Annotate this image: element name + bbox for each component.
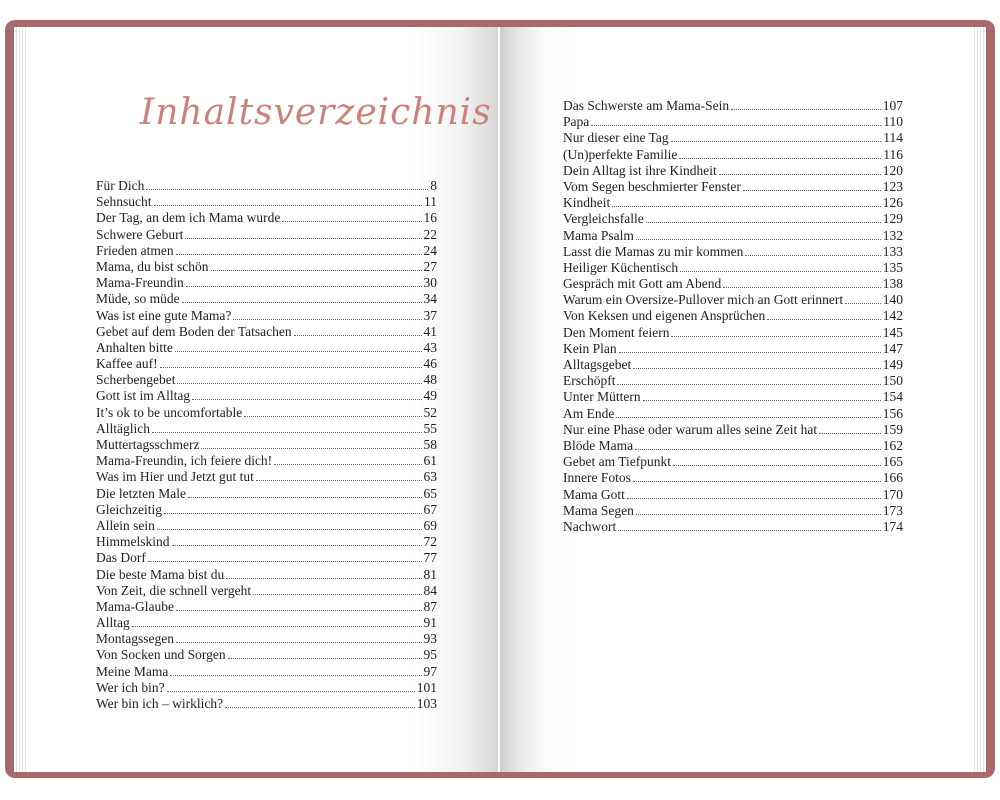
toc-entry-title: Anhalten bitte [96,339,173,355]
toc-entry-page-number: 87 [423,598,437,614]
left-page-edges [14,27,28,772]
toc-entry [96,421,437,437]
toc-entry [96,696,437,712]
toc-right-column [563,98,903,535]
toc-entry-page-number: 140 [882,292,903,308]
toc-dot-leader [176,631,422,643]
toc-dot-leader [274,453,421,465]
toc-entry-title: Wer ich bin? [96,679,165,695]
toc-entry-title: Von Keksen und eigenen Ansprüchen [563,308,766,324]
toc-entry-title: Was im Hier und Jetzt gut tut [96,469,254,485]
toc-entry-title: Frieden atmen [96,242,174,258]
toc-entry [563,114,903,130]
toc-entry-title: Unter Müttern [563,389,641,405]
toc-entry-page-number: 145 [882,324,903,340]
toc-entry [96,664,437,680]
toc-dot-leader [160,356,422,368]
toc-entry-page-number: 116 [883,146,903,162]
toc-entry [563,454,903,470]
toc-entry-title: Himmelskind [96,534,170,550]
toc-entry-page-number: 95 [423,647,437,663]
toc-entry-title: Meine Mama [96,663,169,679]
toc-entry-title: Warum ein Oversize-Pullover mich an Gott erinnert [563,292,844,308]
toc-entry-title: Gespräch mit Gott am Abend [563,276,722,292]
toc-entry-page-number: 156 [882,405,903,421]
toc-entry [96,680,437,696]
toc-dot-leader [256,469,422,481]
toc-entry [563,308,903,324]
toc-entry-title: Schwere Geburt [96,226,184,242]
toc-entry [563,438,903,454]
toc-entry [563,422,903,438]
toc-dot-leader [192,388,421,400]
toc-entry-title: Für Dich [96,178,145,193]
toc-entry-title: Müde, so müde [96,291,180,307]
toc-entry-page-number: 46 [423,356,437,372]
toc-entry-title: Nur dieser eine Tag [563,130,669,146]
toc-dot-leader [636,503,881,515]
toc-entry [96,534,437,550]
toc-dot-leader [679,147,881,159]
toc-entry-page-number: 150 [882,373,903,389]
toc-entry-title: Von Zeit, die schnell vergeht [96,582,252,598]
toc-entry-page-number: 41 [423,323,437,339]
toc-dot-leader [282,210,421,222]
toc-entry [563,260,903,276]
toc-dot-leader [172,534,422,546]
toc-entry [563,276,903,292]
toc-dot-leader [612,195,881,207]
toc-entry-page-number: 107 [882,98,903,113]
toc-entry-title: Wer bin ich – wirklich? [96,696,224,711]
toc-entry-page-number: 61 [423,453,437,469]
toc-entry-title: Papa [563,114,590,130]
toc-entry-page-number: 123 [882,178,903,194]
toc-entry-page-number: 138 [882,276,903,292]
toc-entry-title: Mama Segen [563,502,634,518]
toc-entry [96,647,437,663]
toc-dot-leader [170,664,421,676]
toc-entry-title: Allein sein [96,517,155,533]
toc-dot-leader [591,114,881,126]
toc-entry-page-number: 77 [423,550,437,566]
toc-entry [96,583,437,599]
toc-entry-title: Scherbengebet [96,372,176,388]
toc-entry-title: Mama-Freundin, ich feiere dich! [96,453,273,469]
toc-entry [96,469,437,485]
toc-entry [563,163,903,179]
toc-entry [96,210,437,226]
toc-entry-page-number: 27 [423,258,437,274]
toc-entry-title: Die letzten Male [96,485,186,501]
toc-dot-leader [618,519,881,531]
toc-entry-title: Alltäglich [96,420,150,436]
toc-left-column [96,178,437,712]
toc-dot-leader [680,260,881,272]
toc-entry-title: Kaffee auf! [96,356,158,372]
toc-entry-page-number: 126 [882,195,903,211]
toc-entry [563,211,903,227]
toc-entry-title: Mama-Freundin [96,275,184,291]
toc-dot-leader [767,308,881,320]
toc-entry [96,259,437,275]
toc-dot-leader [177,372,421,384]
toc-entry-title: Vom Segen beschmierter Fenster [563,178,741,194]
toc-dot-leader [233,308,421,320]
toc-dot-leader [154,194,423,206]
toc-entry-page-number: 55 [423,420,437,436]
toc-dot-leader [226,567,421,579]
toc-entry-page-number: 48 [423,372,437,388]
toc-entry-page-number: 165 [882,454,903,470]
toc-entry-page-number: 120 [882,162,903,178]
toc-entry [96,631,437,647]
toc-entry [96,194,437,210]
toc-entry-title: Das Dorf [96,550,146,566]
toc-entry [96,550,437,566]
toc-entry-page-number: 81 [423,566,437,582]
toc-entry-page-number: 34 [423,291,437,307]
toc-entry [96,388,437,404]
toc-entry-page-number: 37 [423,307,437,323]
toc-entry [96,437,437,453]
toc-dot-leader [723,276,881,288]
toc-dot-leader [619,341,881,353]
toc-entry-title: Was ist eine gute Mama? [96,307,232,323]
toc-entry-title: Gleichzeitig [96,501,162,517]
toc-dot-leader [167,680,415,692]
toc-entry [96,340,437,356]
toc-entry [96,518,437,534]
toc-dot-leader [643,389,881,401]
toc-entry [563,228,903,244]
toc-entry [563,179,903,195]
toc-dot-leader [731,98,881,110]
toc-entry [96,291,437,307]
toc-dot-leader [617,373,880,385]
toc-entry-page-number: 43 [423,339,437,355]
toc-entry-page-number: 91 [423,615,437,631]
toc-entry [563,470,903,486]
toc-entry [563,244,903,260]
toc-entry-title: Nachwort [563,518,617,534]
toc-entry-page-number: 114 [883,130,903,146]
toc-entry-page-number: 65 [423,485,437,501]
toc-entry-title: (Un)perfekte Familie [563,146,678,162]
toc-dot-leader [253,583,421,595]
toc-dot-leader [673,454,881,466]
toc-entry-page-number: 69 [423,517,437,533]
toc-entry-title: Mama Gott [563,486,625,502]
toc-entry-page-number: 97 [423,663,437,679]
toc-dot-leader [671,130,882,142]
toc-dot-leader [225,696,415,708]
toc-entry [563,519,903,535]
toc-entry-title: Am Ende [563,405,615,421]
toc-entry-title: Alltagsgebet [563,357,632,372]
toc-entry-page-number: 135 [882,259,903,275]
toc-dot-leader [152,421,422,433]
toc-entry-page-number: 159 [882,421,903,437]
toc-entry [96,178,437,194]
toc-entry [96,356,437,372]
toc-entry-title: Muttertagsschmerz [96,437,200,452]
toc-entry-title: Gott ist im Alltag [96,388,191,404]
toc-entry-title: Mama, du bist schön [96,258,209,274]
toc-entry-page-number: 166 [882,470,903,486]
page-title: Inhaltsverzeichnis [140,92,492,133]
toc-entry-title: Erschöpft [563,373,616,389]
toc-entry-page-number: 147 [882,340,903,356]
toc-entry [96,372,437,388]
toc-entry-page-number: 142 [882,308,903,324]
toc-dot-leader [148,550,422,562]
toc-entry-title: Gebet am Tiefpunkt [563,454,671,470]
toc-entry-page-number: 8 [430,178,437,193]
toc-entry-title: Das Schwerste am Mama-Sein [563,98,730,113]
toc-entry [96,275,437,291]
toc-entry-page-number: 11 [424,194,437,210]
toc-dot-leader [201,437,421,449]
toc-entry [563,130,903,146]
toc-dot-leader [616,406,880,418]
toc-entry [563,98,903,114]
toc-dot-leader [633,357,881,369]
toc-entry-page-number: 16 [423,210,437,226]
toc-entry-title: Vergleichsfalle [563,211,644,227]
toc-dot-leader [132,615,422,627]
toc-entry [563,341,903,357]
toc-entry-page-number: 149 [882,357,903,372]
toc-entry-page-number: 72 [423,534,437,550]
toc-dot-leader [175,340,422,352]
toc-entry-page-number: 132 [882,227,903,243]
toc-entry-title: Von Socken und Sorgen [96,647,226,663]
toc-entry-page-number: 174 [882,518,903,534]
toc-entry-page-number: 24 [423,242,437,258]
toc-entry-title: Kein Plan [563,340,617,356]
toc-entry [96,567,437,583]
toc-entry-page-number: 129 [882,211,903,227]
toc-entry-page-number: 103 [416,696,437,711]
toc-entry-title: Kindheit [563,195,611,211]
toc-dot-leader [157,518,422,530]
toc-entry [563,503,903,519]
toc-entry-title: Dein Alltag ist ihre Kindheit [563,162,717,178]
toc-entry [563,389,903,405]
toc-dot-leader [185,227,421,239]
toc-dot-leader [671,325,880,337]
toc-entry-page-number: 133 [882,243,903,259]
toc-entry-page-number: 84 [423,582,437,598]
toc-entry [96,405,437,421]
toc-dot-leader [635,438,881,450]
toc-entry-page-number: 30 [423,275,437,291]
toc-dot-leader [294,324,422,336]
toc-entry-page-number: 93 [423,631,437,647]
toc-entry [563,325,903,341]
toc-entry-title: Lasst die Mamas zu mir kommen [563,243,744,259]
toc-dot-leader [182,291,422,303]
toc-dot-leader [186,275,422,287]
toc-dot-leader [211,259,422,271]
toc-entry-title: Heiliger Küchentisch [563,259,679,275]
toc-dot-leader [164,502,422,514]
toc-entry-title: Gebet auf dem Boden der Tatsachen [96,323,292,339]
toc-entry [563,487,903,503]
toc-entry-page-number: 162 [882,437,903,453]
toc-entry [96,243,437,259]
toc-entry-title: Blöde Mama [563,437,634,453]
toc-entry-page-number: 67 [423,501,437,517]
toc-dot-leader [146,178,428,190]
toc-entry-title: Der Tag, an dem ich Mama wurde [96,210,281,226]
toc-entry [96,227,437,243]
toc-entry-page-number: 58 [423,437,437,452]
toc-dot-leader [176,599,422,611]
toc-dot-leader [244,405,421,417]
toc-dot-leader [633,470,881,482]
toc-entry [563,147,903,163]
toc-entry-page-number: 101 [416,679,437,695]
toc-dot-leader [176,243,422,255]
toc-entry-title: Mama Psalm [563,227,634,243]
toc-entry [563,357,903,373]
toc-dot-leader [845,292,881,304]
toc-entry-page-number: 154 [882,389,903,405]
toc-dot-leader [188,486,422,498]
toc-entry-title: Sehnsucht [96,194,152,210]
toc-dot-leader [743,179,881,191]
toc-dot-leader [719,163,881,175]
toc-dot-leader [819,422,881,434]
toc-entry-page-number: 110 [883,114,903,130]
toc-entry-title: Die beste Mama bist du [96,566,225,582]
toc-entry [96,486,437,502]
toc-entry-page-number: 49 [423,388,437,404]
toc-entry-title: It’s ok to be uncomfortable [96,404,243,420]
toc-entry [563,292,903,308]
right-page-edges [972,27,986,772]
toc-entry [96,599,437,615]
toc-entry-title: Innere Fotos [563,470,631,486]
toc-entry-title: Alltag [96,615,130,631]
toc-dot-leader [636,228,881,240]
toc-entry [96,324,437,340]
toc-entry-page-number: 173 [882,502,903,518]
toc-entry-title: Mama-Glaube [96,598,174,614]
toc-entry-title: Den Moment feiern [563,324,670,340]
toc-entry-title: Nur eine Phase oder warum alles seine Zeit hat [563,421,818,437]
toc-entry [96,453,437,469]
toc-entry-page-number: 170 [882,486,903,502]
toc-entry [563,406,903,422]
toc-dot-leader [646,211,881,223]
toc-entry-title: Montagssegen [96,631,174,647]
toc-entry [96,615,437,631]
toc-entry [96,308,437,324]
toc-dot-leader [627,487,881,499]
toc-dot-leader [745,244,880,256]
toc-entry-page-number: 63 [423,469,437,485]
toc-entry [563,195,903,211]
toc-entry-page-number: 52 [423,404,437,420]
toc-dot-leader [228,647,422,659]
toc-entry [96,502,437,518]
toc-entry [563,373,903,389]
toc-entry-page-number: 22 [423,226,437,242]
